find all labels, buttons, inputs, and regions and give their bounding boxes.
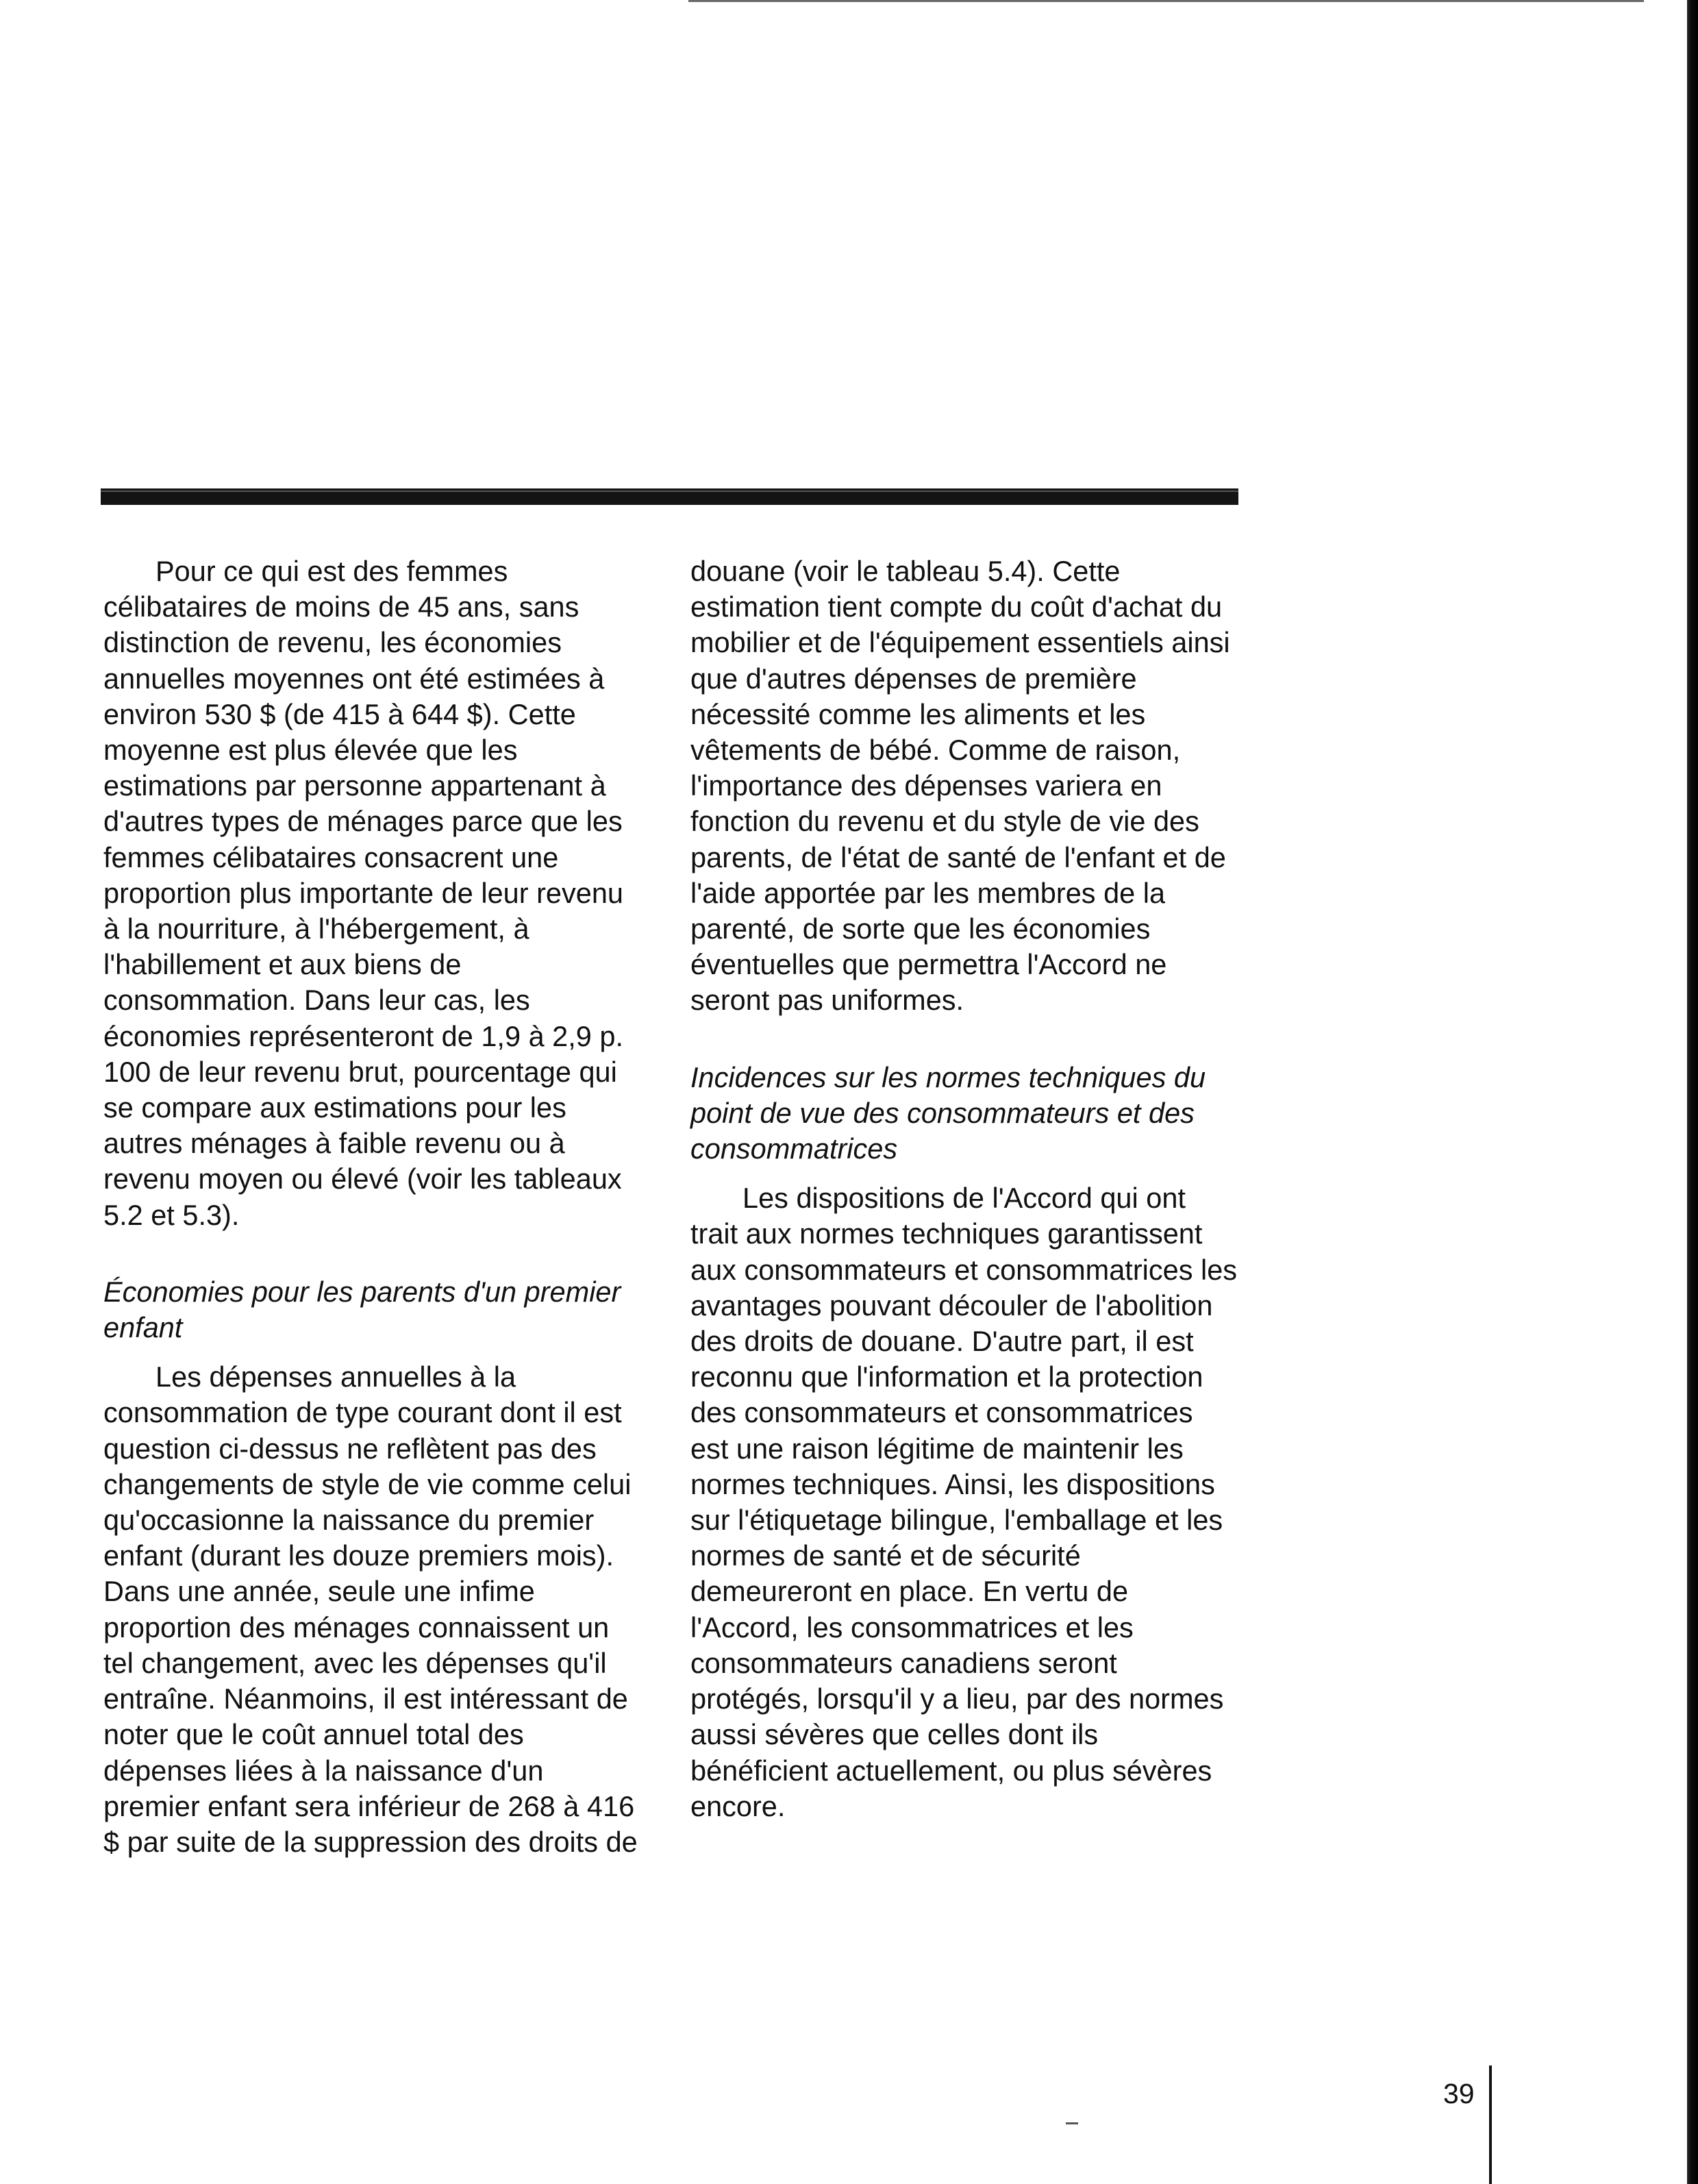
section-divider-rule <box>101 488 1238 505</box>
scan-edge-border <box>1687 0 1698 2184</box>
heading-first-child-savings: Économies pour les parents d'un premier enfant <box>103 1275 621 1344</box>
page-number: 39 <box>1443 2078 1475 2109</box>
footer-dash-mark <box>1066 2122 1078 2124</box>
paragraph-technical-standards: Les dispositions de l'Accord qui ont trait aux normes techniques garantissent aux consommateurs et consommatrices les avantages pouvant découler de l'abolition des droits de douane. D'autre part, il est reconnu que l'information et la protection des consommateurs et consommatrices est une raison légitime de maintenir les normes techniques. Ainsi, les dispositions sur l'étiquetage bilingue, l'emballage et les normes de santé et de sécurité demeureront en place. En vertu de l'Accord, les consommatrices et les consommateurs canadiens seront protégés, lorsqu'il y a lieu, par des normes aussi sévères que celles dont ils bénéficient actuellement, ou plus sévères encore. <box>690 1182 1238 1822</box>
paragraph-first-child-expenses: Les dépenses annuelles à la consommation de type courant dont il est question ci-dessus ne reflètent pas des changements de style de vie comme celui qu'occasionne la naissance du premier enfant (durant les douze premiers mois). Dans une année, seule une infime proportion des ménages connaissent un tel changement, avec les dépenses qu'il entraîne. Néanmoins, il est intéressant de noter que le coût annuel total des dépenses liées à la naissance d'un premier enfant sera inférieur de 268 à 416 $ par suite de la suppression des droits de <box>103 1361 638 1858</box>
top-edge-rule <box>688 0 1644 2</box>
right-column <box>690 554 1238 1824</box>
paragraph-customs-continued: douane (voir le tableau 5.4). Cette estimation tient compte du coût d'achat du mobilier et de l'équipement essentiels ainsi que d'autres dépenses de première nécessité comme les aliments et les vêtements de bébé. Comme de raison, l'importance des dépenses variera en fonction du revenu et du style de vie des parents, de l'état de santé de l'enfant et de l'aide apportée par les membres de la parenté, de sorte que les économies éventuelles que permettra l'Accord ne seront pas uniformes. <box>690 555 1230 1017</box>
heading-technical-standards: Incidences sur les normes techniques du point de vue des consommateurs et des consommatrices <box>690 1060 1206 1165</box>
paragraph-single-women-savings: Pour ce qui est des femmes célibataires de moins de 45 ans, sans distinction de revenu, les économies annuelles moyennes ont été estimées à environ 530 $ (de 415 à 644 $). Cette moyenne est plus élevée que les estimations par personne appartenant à d'autres types de ménages parce que les femmes célibataires consacrent une proportion plus importante de leur revenu à la nourriture, à l'hébergement, à l'habillement et aux biens de consommation. Dans leur cas, les économies représenteront de 1,9 à 2,9 p. 100 de leur revenu brut, pourcentage qui se compare aux estimations pour les autres ménages à faible revenu ou à revenu moyen ou élevé (voir les tableaux 5.2 et 5.3). <box>103 555 624 1231</box>
left-column <box>103 554 645 1860</box>
page-edge-bar <box>1489 2065 1492 2184</box>
